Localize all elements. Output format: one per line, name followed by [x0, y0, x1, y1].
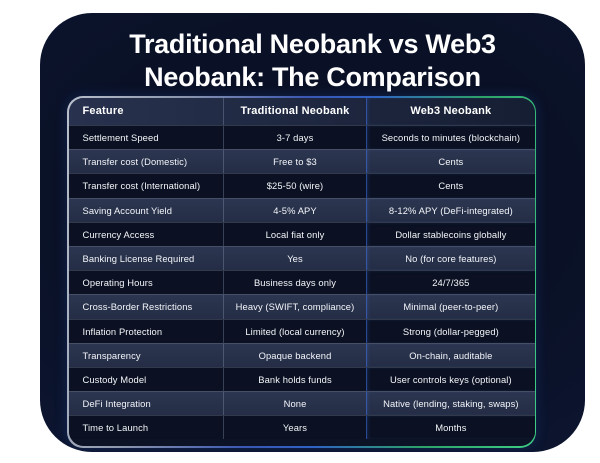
- web3-cell: Strong (dollar-pegged): [366, 320, 534, 343]
- feature-cell: Time to Launch: [82, 422, 149, 434]
- traditional-cell: 3-7 days: [223, 126, 367, 149]
- traditional-cell: Limited (local currency): [223, 320, 367, 343]
- page-title-line2: Neobank: The Comparison: [144, 61, 481, 92]
- web3-cell: No (for core features): [366, 247, 534, 270]
- traditional-cell: Years: [223, 416, 367, 439]
- feature-cell: Saving Account Yield: [82, 204, 173, 216]
- feature-cell: Currency Access: [82, 228, 155, 240]
- feature-cell: Transfer cost (Domestic): [82, 156, 188, 168]
- comparison-card: [40, 13, 585, 452]
- table-row: [69, 173, 535, 197]
- table-row: [69, 222, 535, 246]
- table-row: [69, 198, 535, 222]
- table-row: [69, 415, 535, 439]
- traditional-cell: Yes: [223, 247, 367, 270]
- table-row: [69, 246, 535, 270]
- feature-cell: Transfer cost (International): [82, 180, 201, 192]
- comparison-table-border: [67, 96, 536, 448]
- page-title-line1: Traditional Neobank vs Web3: [129, 29, 496, 59]
- feature-cell: Inflation Protection: [82, 325, 163, 337]
- web3-cell: User controls keys (optional): [366, 368, 534, 391]
- web3-cell: On-chain, auditable: [366, 344, 534, 367]
- feature-cell: Transparency: [82, 349, 141, 361]
- traditional-cell: $25-50 (wire): [223, 174, 367, 197]
- table-row: [69, 149, 535, 173]
- web3-cell: Cents: [366, 174, 534, 197]
- web3-cell: Cents: [366, 150, 534, 173]
- table-row: [69, 125, 535, 149]
- page-title: [78, 28, 548, 94]
- table-row: [69, 270, 535, 294]
- traditional-cell: None: [223, 392, 367, 415]
- table-row: [69, 343, 535, 367]
- feature-cell: DeFi Integration: [82, 398, 151, 410]
- traditional-cell: Opaque backend: [223, 344, 367, 367]
- web3-cell: 8-12% APY (DeFi-integrated): [366, 199, 534, 222]
- web3-cell: Seconds to minutes (blockchain): [366, 126, 534, 149]
- table-row: [69, 319, 535, 343]
- table-header-row: [69, 98, 535, 126]
- feature-cell: Operating Hours: [82, 277, 153, 289]
- traditional-cell: Business days only: [223, 271, 367, 294]
- header-feature: Feature: [82, 105, 124, 118]
- feature-cell: Cross-Border Restrictions: [82, 301, 193, 313]
- web3-cell: Minimal (peer-to-peer): [366, 295, 534, 318]
- traditional-cell: Heavy (SWIFT, compliance): [223, 295, 367, 318]
- feature-cell: Settlement Speed: [82, 132, 159, 144]
- web3-cell: 24/7/365: [366, 271, 534, 294]
- traditional-cell: Free to $3: [223, 150, 367, 173]
- web3-cell: Months: [366, 416, 534, 439]
- feature-cell: Custody Model: [82, 373, 147, 385]
- traditional-cell: Bank holds funds: [223, 368, 367, 391]
- traditional-cell: Local fiat only: [223, 223, 367, 246]
- table-row: [69, 367, 535, 391]
- header-traditional-neobank: Traditional Neobank: [223, 98, 367, 126]
- feature-cell: Banking License Required: [82, 253, 195, 265]
- header-web3-neobank: Web3 Neobank: [366, 98, 534, 126]
- comparison-table: [69, 98, 535, 447]
- table-row: [69, 294, 535, 318]
- web3-cell: Native (lending, staking, swaps): [366, 392, 534, 415]
- table-row: [69, 391, 535, 415]
- web3-cell: Dollar stablecoins globally: [366, 223, 534, 246]
- traditional-cell: 4-5% APY: [223, 199, 367, 222]
